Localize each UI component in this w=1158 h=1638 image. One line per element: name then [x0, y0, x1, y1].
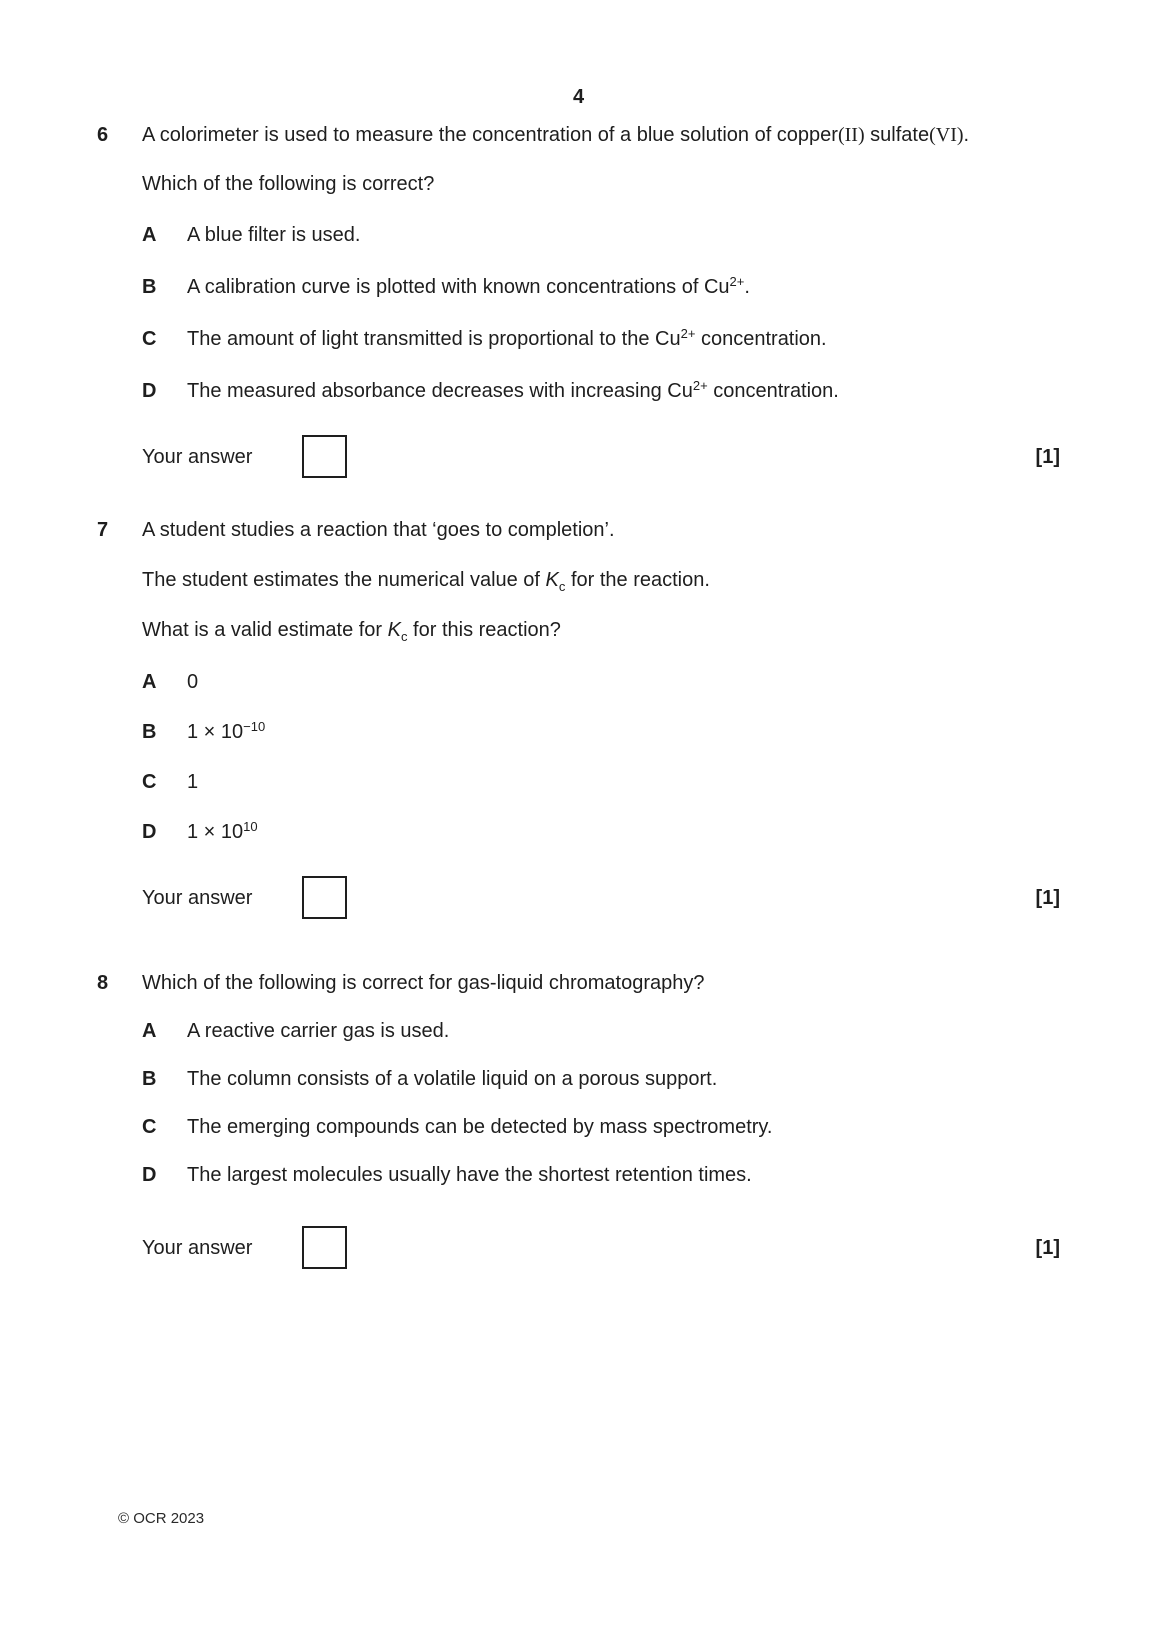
question-number: 8 [97, 972, 109, 994]
answer-label: Your answer [142, 886, 253, 909]
option-row-b [142, 274, 1060, 300]
option-text: $1 \times 10^{-10}$ [187, 719, 266, 743]
option-text: 0 [187, 671, 199, 693]
option-text: $1 \times 10^{10}$ [187, 819, 258, 843]
option-row-c [142, 1114, 1060, 1140]
question-8 [97, 970, 1060, 1269]
question-intro: A student studies a reaction that ‘goes to completion’. [142, 519, 615, 541]
page-number: 4 [572, 86, 585, 108]
question-line: The student estimates the numerical value of $K_c$ for the reaction. [142, 569, 710, 594]
answer-box-q8[interactable] [302, 1226, 347, 1269]
option-letter: C [142, 1116, 157, 1138]
answer-row [142, 1226, 1060, 1269]
subscript: c [558, 579, 566, 594]
option-text: The measured absorbance decreases with increasing $Cu^{2+}$ concentration. [187, 378, 839, 402]
option-row-d [142, 378, 1060, 404]
question-body [142, 970, 1060, 1269]
superscript: 2+ [692, 378, 708, 393]
question-number: 7 [97, 519, 109, 541]
option-letter: A [142, 224, 157, 246]
question-body [142, 122, 1060, 478]
option-text: A reactive carrier gas is used. [187, 1020, 450, 1042]
question-prompt: Which of the following is correct? [142, 173, 435, 195]
option-row-a [142, 222, 1060, 248]
option-letter: C [142, 328, 157, 350]
option-row-b [142, 719, 1060, 745]
subscript: c [401, 629, 408, 644]
mark-badge: [1] [1035, 1236, 1060, 1259]
option-row-b [142, 1066, 1060, 1092]
question-7 [97, 517, 1060, 919]
answer-row [142, 876, 1060, 919]
kc-symbol: K [545, 569, 559, 591]
option-row-c [142, 769, 1060, 795]
mark-badge: [1] [1035, 886, 1060, 909]
question-number: 6 [97, 124, 109, 146]
option-letter: D [142, 380, 157, 402]
question-prompt: What is a valid estimate for $K_c$ for this reaction? [142, 619, 561, 644]
option-letter: D [142, 821, 157, 843]
roman-numeral: (VI) [929, 124, 964, 146]
option-letter: C [142, 771, 157, 793]
question-intro: A colorimeter is used to measure the concentration of a blue solution of copper(II) sulfate(VI). [142, 124, 970, 146]
option-letter: A [142, 671, 157, 693]
option-text: The emerging compounds can be detected by mass spectrometry. [187, 1116, 773, 1138]
superscript: 2+ [680, 326, 696, 341]
footer-copyright: © OCR 2023 [118, 1510, 205, 1527]
option-text: A calibration curve is plotted with known concentrations of $Cu^{2+}$. [187, 274, 750, 298]
superscript: 10 [243, 819, 258, 834]
option-row-d [142, 1162, 1060, 1188]
option-text: The amount of light transmitted is proportional to the $Cu^{2+}$ concentration. [187, 326, 827, 350]
option-row-d [142, 819, 1060, 845]
answer-row [142, 435, 1060, 478]
option-text: 1 [187, 771, 199, 793]
option-letter: D [142, 1164, 157, 1186]
option-row-a [142, 1018, 1060, 1044]
roman-numeral: (II) [837, 124, 865, 146]
mark-badge: [1] [1035, 445, 1060, 468]
option-letter: B [142, 721, 157, 743]
superscript: −10 [243, 719, 266, 734]
answer-box-q6[interactable] [302, 435, 347, 478]
option-text: The largest molecules usually have the shortest retention times. [187, 1164, 752, 1186]
question-prompt: Which of the following is correct for gas-liquid chromatography? [142, 972, 705, 994]
option-text: A blue filter is used. [187, 224, 361, 246]
superscript: 2+ [729, 274, 745, 289]
question-body [142, 517, 1060, 919]
option-row-c [142, 326, 1060, 352]
option-row-a [142, 669, 1060, 695]
option-letter: B [142, 1068, 157, 1090]
answer-label: Your answer [142, 445, 253, 468]
option-letter: B [142, 276, 157, 298]
option-letter: A [142, 1020, 157, 1042]
kc-symbol: K [387, 619, 401, 641]
question-6 [97, 122, 1060, 478]
option-text: The column consists of a volatile liquid on a porous support. [187, 1068, 718, 1090]
answer-box-q7[interactable] [302, 876, 347, 919]
answer-label: Your answer [142, 1236, 253, 1259]
